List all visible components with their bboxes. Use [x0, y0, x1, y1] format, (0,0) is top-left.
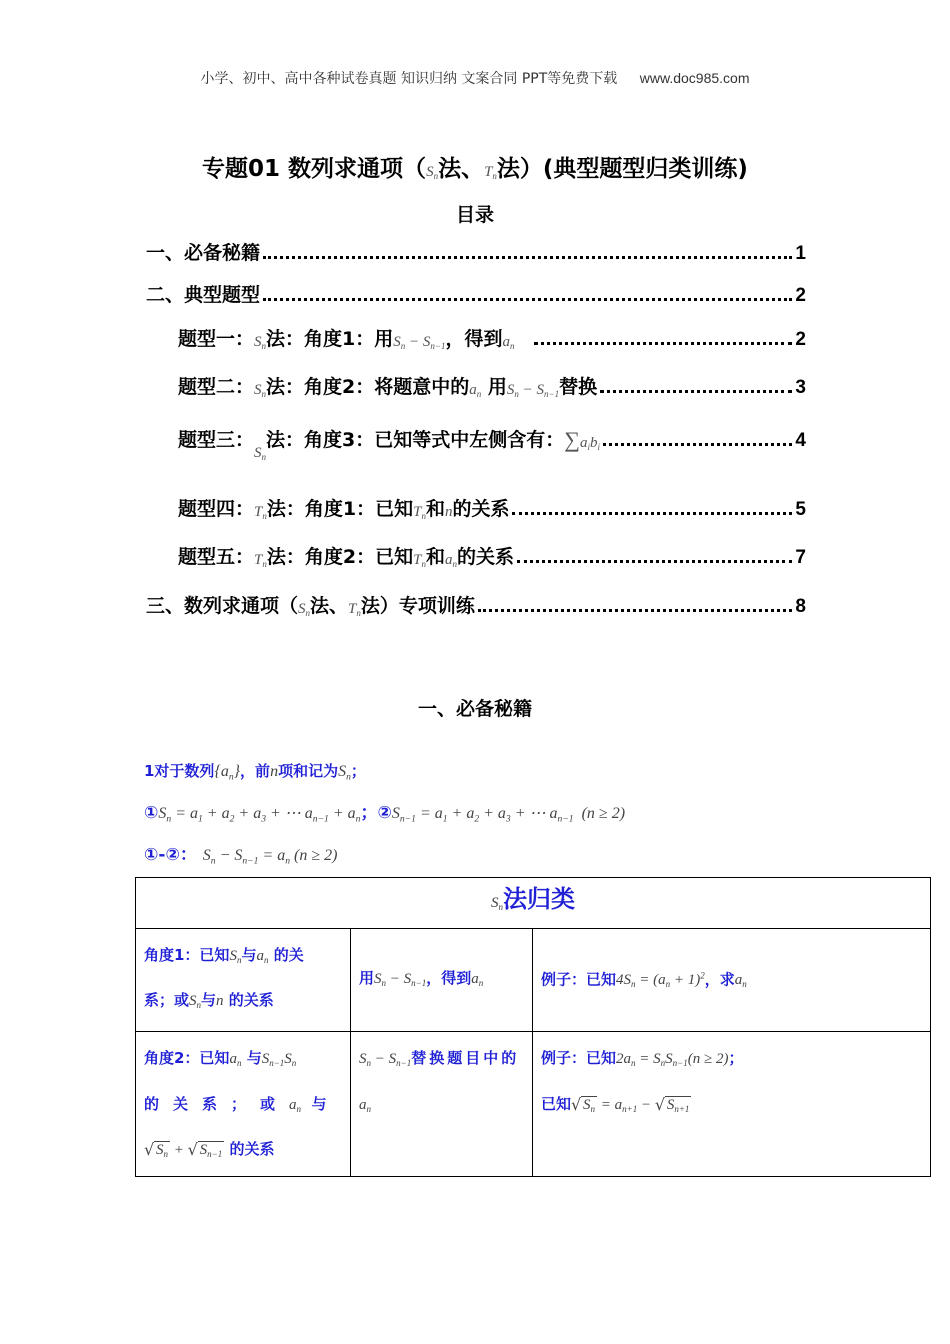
section-heading: 一、必备秘籍 [417, 698, 532, 720]
toc-item-2[interactable]: 二、典型题型 2 [146, 284, 806, 306]
table-cell: 例子：已知$2a_n = S_nS_{n-1}(n \ge 2)$； 已知√ $S_n = a_{n+1}$ − √ $S_{n+1}$ [533, 1032, 931, 1176]
toc-item-5[interactable]: 题型三： $S_n$ 法：角度3：已知等式中左侧含有： $\sum a_ib_i$ 4 [178, 426, 806, 462]
toc-item-3[interactable]: 题型一： $S_n$ 法：角度1：用 $S_n - S_{n-1}$ ，得到 $a_n$ 2 [178, 328, 806, 351]
toc-item-8[interactable]: 三、数列求通项（ $S_n$ 法、 $T_n$ 法）专项训练 8 [146, 595, 806, 618]
toc-item-7[interactable]: 题型五： $T_n$ 法：角度2：已知 $T_n$ 和 $a_n$ 的关系 7 [178, 546, 806, 569]
table-row [136, 1032, 931, 1176]
header-url[interactable]: www.doc985.com [639, 70, 750, 86]
table-cell: 角度2：已知$a_n$ 与$S_{n-1}S_n$ 的关系；或$a_n$ 与 √ $S_n$ + √ $S_{n-1}$ 的关系 [136, 1032, 351, 1176]
page-header [0, 68, 950, 88]
document-title: 专题01 数列求通项（$S_n$法、$T_n$法）(典型题型归类训练) [202, 156, 748, 182]
title-part1: 专题01 数列求通项（ [202, 156, 427, 182]
table-cell: $S_n - S_{n-1}$替换题目中的$a_n$ [351, 1032, 533, 1176]
method-table [135, 877, 931, 1177]
header-text: 小学、初中、高中各种试卷真题 知识归纳 文案合同 PPT等免费下载 [200, 71, 618, 87]
toc-item-1[interactable]: 一、必备秘籍 1 [146, 242, 806, 264]
toc-heading: 目录 [455, 204, 494, 226]
table-cell: 用$S_n - S_{n-1}$，得到$a_n$ [351, 929, 533, 1032]
table-cell: 例子：已知$4S_n = (a_n + 1)^2$，求$a_n$ [533, 929, 931, 1032]
title-part3: 法）(典型题型归类训练) [496, 156, 748, 182]
definition-line: 1对于数列$\{a_n\}$，前n项和记为$S_n$； [144, 762, 366, 783]
difference-line: ①-②： $S_n - S_{n-1} = a_n$ (n ≥ 2) [144, 845, 338, 867]
table-cell: 角度1：已知$S_n$与$a_n$ 的关 系；或$S_n$与n 的关系 [136, 929, 351, 1032]
toc-item-6[interactable]: 题型四： $T_n$ 法：角度1：已知 $T_n$ 和 n 的关系 5 [178, 498, 806, 521]
toc-item-4[interactable]: 题型二： $S_n$ 法：角度2：将题意中的 $a_n$ 用 $S_n - S_{n-1}$ 替换 3 [178, 376, 806, 399]
formula-line: $①S_n = a_1 + a_2 + a_3$ + ⋯ $a_{n-1} + a_n$；$②S_{n-1} = a_1 + a_2 + a_3$ + ⋯ $a_{n-1}$ (n ≥ 2) [144, 803, 626, 825]
table-header: $S_n$法归类 [136, 878, 931, 929]
title-part2: 法、 [438, 156, 485, 182]
table-row [136, 929, 931, 1032]
